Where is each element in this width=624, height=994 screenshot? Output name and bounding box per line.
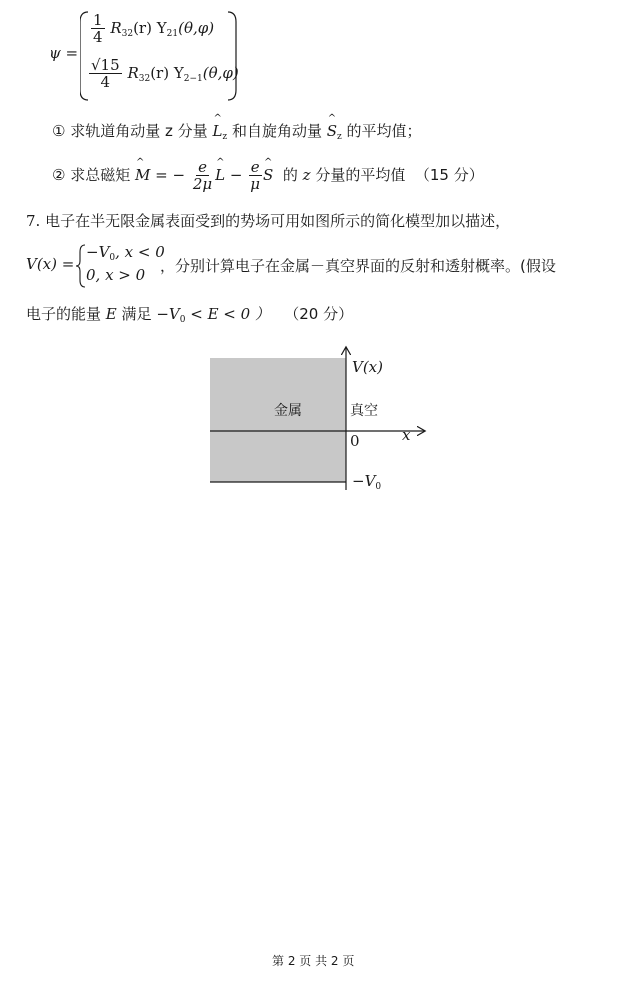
metal-label: 金属 [274,403,302,419]
problem-7-line-1: 7. 电子在半无限金属表面受到的势场可用如图所示的简化模型加以描述， [26,212,511,230]
y-axis-label: V(x) [352,358,383,376]
problem-7-line-2: ，分别计算电子在金属－真空界面的反射和透射概率。(假设 [160,257,556,275]
question-2-score: （15 分） [414,166,484,184]
origin-label: 0 [350,432,360,450]
question-2: ② 求总磁矩 ^ M = − $\frac{e}{2\mu}$ ^ L − $\frac{e}{\mu}$ ^ S 的 z 分量的平均值 （15 分） [52,160,484,192]
psi-row-2: $\frac{√15}{4}$ $R_{32}(r)$ $Y_{2-1}(\theta,\varphi)$ [91,56,239,91]
problem-number: 7. [26,212,41,230]
operator-Lz: ^ L [212,122,222,140]
x-axis-label: x [402,426,411,444]
operator-M: ^ M [135,166,150,184]
case-2: 0, x > 0 [86,266,146,284]
potential-figure [200,340,430,500]
page-footer: 第 2 页 共 2 页 [272,954,355,968]
problem-7-line-3: 电子的能量 E 满足 $-V_0 < E < 0$ ） （20 分） [26,305,354,325]
question-2-marker: ② [52,166,66,184]
psi-coef-2: $\frac{√15}{4}$ [91,56,120,91]
operator-Sz: ^ S [327,122,337,140]
problem-7-score: （20 分） [284,305,354,323]
psi-coef-1: $\frac{1}{4}$ [93,11,103,46]
fraction-e-mu: $\frac{e}{\mu}$ [250,158,261,193]
operator-S: ^ S [263,166,273,184]
vacuum-label: 真空 [350,403,378,419]
psi-lhs: ψ = [49,44,79,62]
question-1-marker: ① [52,122,66,140]
operator-L: ^ L [215,166,225,184]
potential-definition: V(x) = [26,255,75,273]
fraction-e-2mu: $\frac{e}{2\mu}$ [192,158,213,193]
level-label: $-V_0$ [352,472,382,492]
case-1: $-V_0$, x < 0 [86,243,165,263]
question-1: ① 求轨道角动量 z 分量 ^ $L_z$ 和自旋角动量 ^ $S_z$ 的平均值； [52,120,422,142]
psi-row-1: $\frac{1}{4}$ $R_{32}(r)$ $Y_{21}(\theta,\varphi)$ [93,11,215,46]
